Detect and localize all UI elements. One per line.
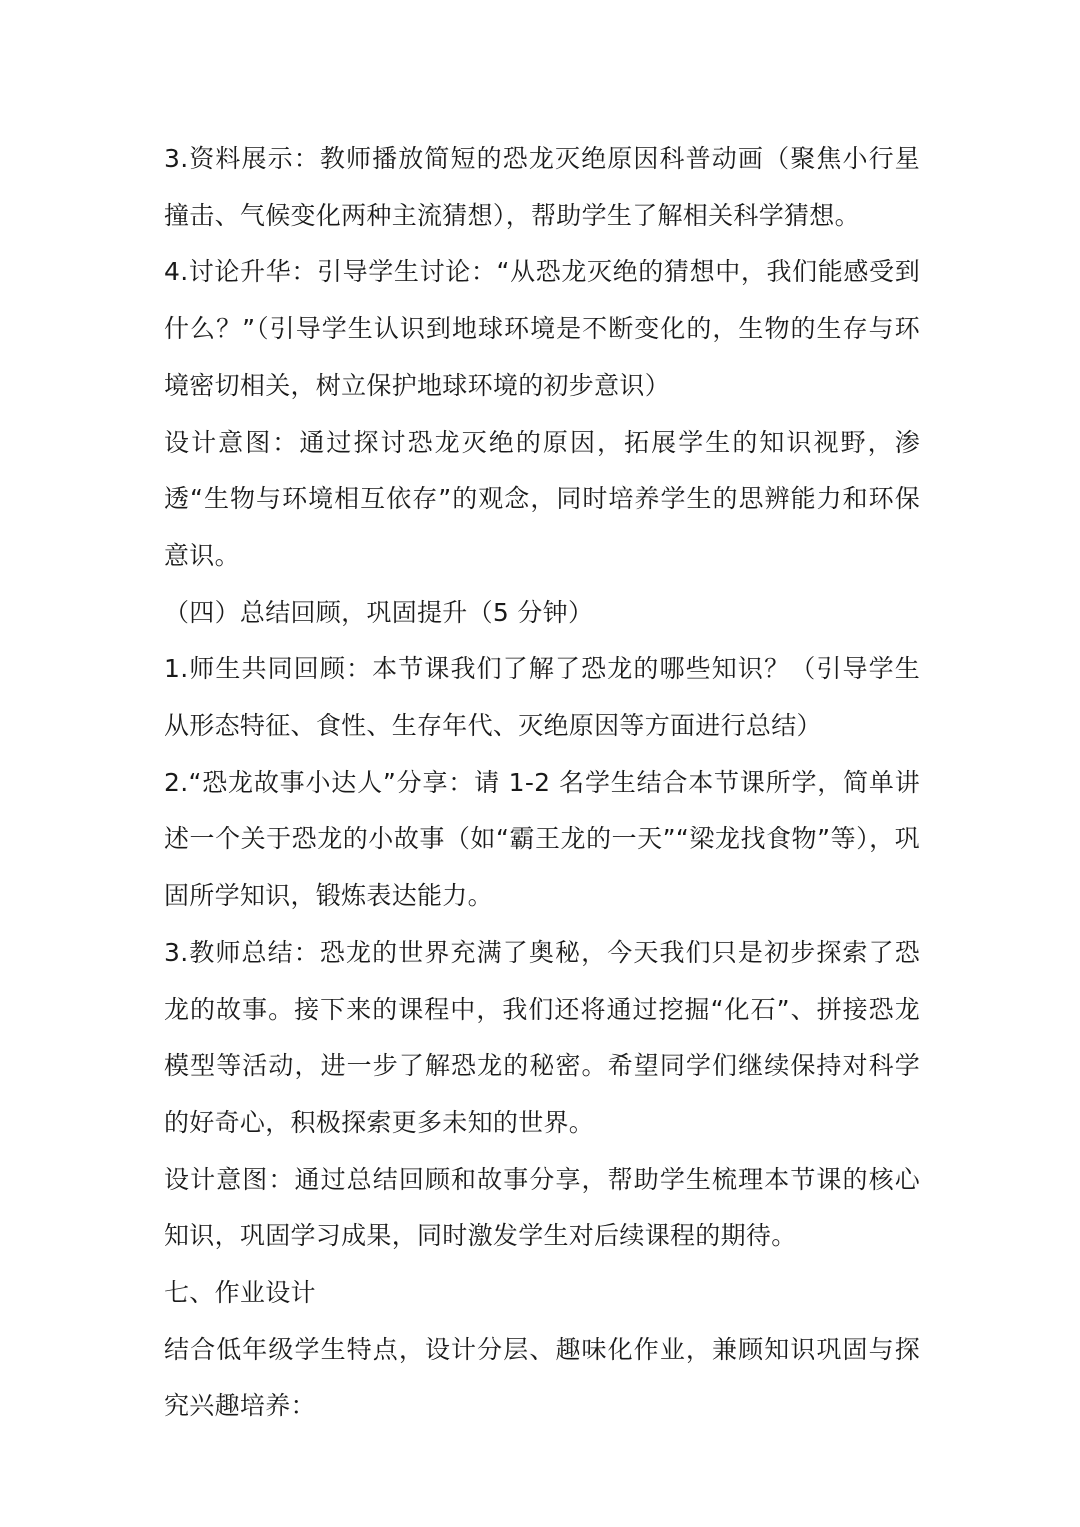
- paragraph-story-sharing: 2.“恐龙故事小达人”分享：请 1-2 名学生结合本节课所学，简单讲述一个关于恐龙的小故事（如“霸王龙的一天”“梁龙找食物”等），巩固所学知识，锻炼表达能力。: [164, 767, 920, 911]
- paragraph-discussion: 4.讨论升华：引导学生讨论：“从恐龙灭绝的猜想中，我们能感受到什么？”（引导学生认识到地球环境是不断变化的，生物的生存与环境密切相关，树立保护地球环境的初步意识）: [164, 257, 920, 400]
- section-heading-summary: （四）总结回顾，巩固提升（5 分钟）: [164, 597, 594, 627]
- paragraph-design-intent-1: 设计意图：通过探讨恐龙灭绝的原因，拓展学生的知识视野，渗透“生物与环境相互依存”的观念，同时培养学生的思辨能力和环保意识。: [164, 427, 920, 570]
- document-body: [164, 131, 920, 1435]
- paragraph-material-display: 3.资料展示：教师播放简短的恐龙灭绝原因科普动画（聚焦小行星撞击、气候变化两种主流猜想），帮助学生了解相关科学猜想。: [164, 144, 920, 230]
- section-heading-homework: 七、作业设计: [164, 1278, 316, 1308]
- paragraph-teacher-summary: 3.教师总结：恐龙的世界充满了奥秘，今天我们只是初步探索了恐龙的故事。接下来的课程中，我们还将通过挖掘“化石”、拼接恐龙模型等活动，进一步了解恐龙的秘密。希望同学们继续保持对科学的好奇心，积极探索更多未知的世界。: [164, 937, 920, 1137]
- paragraph-design-intent-2: 设计意图：通过总结回顾和故事分享，帮助学生梳理本节课的核心知识，巩固学习成果，同时激发学生对后续课程的期待。: [164, 1164, 920, 1251]
- paragraph-review: 1.师生共同回顾：本节课我们了解了恐龙的哪些知识？（引导学生从形态特征、食性、生存年代、灭绝原因等方面进行总结）: [164, 654, 920, 741]
- paragraph-homework-intro: 结合低年级学生特点，设计分层、趣味化作业，兼顾知识巩固与探究兴趣培养：: [164, 1334, 920, 1421]
